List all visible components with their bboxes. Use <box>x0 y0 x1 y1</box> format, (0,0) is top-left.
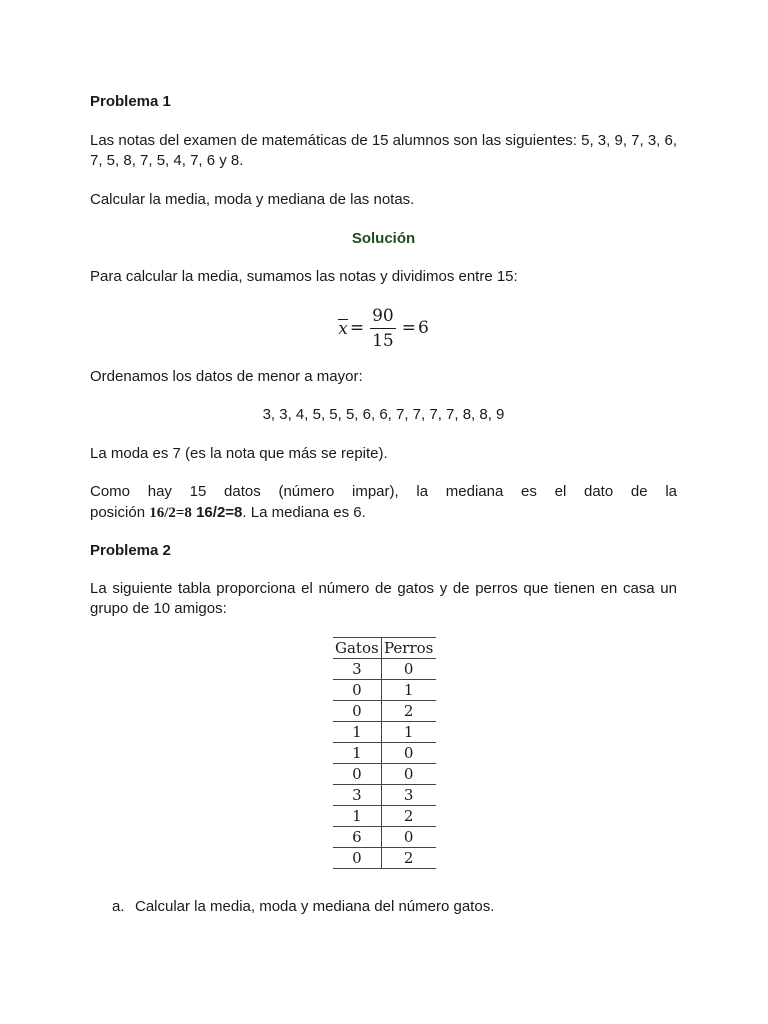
cell-gatos: 1 <box>333 806 381 827</box>
cell-perros: 1 <box>381 722 436 743</box>
median-line-2 <box>90 503 677 523</box>
formula-variable: x <box>338 318 348 339</box>
median-bold: 16/2=8 <box>196 504 243 521</box>
cell-perros: 0 <box>381 659 436 680</box>
cell-perros: 2 <box>381 806 436 827</box>
header-gatos: Gatos <box>333 638 381 659</box>
cell-gatos: 0 <box>333 701 381 722</box>
formula-equals-1: = <box>349 318 365 338</box>
solution-heading: Solución <box>351 230 416 247</box>
header-perros: Perros <box>381 638 436 659</box>
median-line-1: Como hay 15 datos (número impar), la mediana es el dato de la <box>90 483 677 500</box>
cell-perros: 3 <box>381 785 436 806</box>
table-row <box>333 659 436 680</box>
cell-perros: 1 <box>381 680 436 701</box>
problem2-statement: La siguiente tabla proporciona el número de gatos y de perros que tienen en casa un grupo de 10 amigos: <box>90 580 677 617</box>
formula-fraction <box>370 306 396 351</box>
cell-gatos: 1 <box>333 743 381 764</box>
sorted-data: 3, 3, 4, 5, 5, 5, 6, 6, 7, 7, 7, 7, 8, 8, 9 <box>262 406 505 423</box>
table-row <box>333 680 436 701</box>
table-row <box>333 722 436 743</box>
cell-gatos: 1 <box>333 722 381 743</box>
formula-numerator: 90 <box>372 305 394 326</box>
table-row <box>333 743 436 764</box>
formula-equals-2: = <box>401 318 416 338</box>
cell-gatos: 0 <box>333 764 381 785</box>
cell-perros: 2 <box>381 701 436 722</box>
table-row <box>333 827 436 848</box>
table-row <box>333 848 436 869</box>
problem2-title: Problema 2 <box>90 542 171 559</box>
median-prefix: posición <box>90 504 150 521</box>
formula-denominator: 15 <box>370 328 396 351</box>
cell-gatos: 0 <box>333 848 381 869</box>
list-item-text: Calcular la media, moda y mediana del número gatos. <box>135 898 495 915</box>
table-header-row <box>333 638 436 659</box>
problem1-task: Calcular la media, moda y mediana de las notas. <box>90 191 415 208</box>
cell-perros: 0 <box>381 743 436 764</box>
table-row <box>333 764 436 785</box>
sort-intro: Ordenamos los datos de menor a mayor: <box>90 368 363 385</box>
median-suffix: . La mediana es 6. <box>242 504 366 521</box>
table-row <box>333 785 436 806</box>
mean-formula <box>90 302 677 354</box>
mode-text: La moda es 7 (es la nota que más se repite). <box>90 445 388 462</box>
pets-table <box>333 637 436 869</box>
cell-perros: 0 <box>381 827 436 848</box>
table-row <box>333 701 436 722</box>
cell-gatos: 3 <box>333 659 381 680</box>
table-row <box>333 806 436 827</box>
problem1-title: Problema 1 <box>90 93 171 110</box>
list-marker: a. <box>112 898 125 915</box>
problem1-statement: Las notas del examen de matemáticas de 15 alumnos son las siguientes: 5, 3, 9, 7, 3, 6, 7, 5, 8, 7, 5, 4, 7, 6 y 8. <box>90 132 678 169</box>
list-item <box>112 897 494 917</box>
cell-perros: 2 <box>381 848 436 869</box>
median-math: 16/2=8 <box>149 505 192 521</box>
formula-result: 6 <box>417 318 429 338</box>
cell-gatos: 0 <box>333 680 381 701</box>
mean-intro: Para calcular la media, sumamos las notas y dividimos entre 15: <box>90 268 518 285</box>
cell-gatos: 3 <box>333 785 381 806</box>
cell-perros: 0 <box>381 764 436 785</box>
cell-gatos: 6 <box>333 827 381 848</box>
